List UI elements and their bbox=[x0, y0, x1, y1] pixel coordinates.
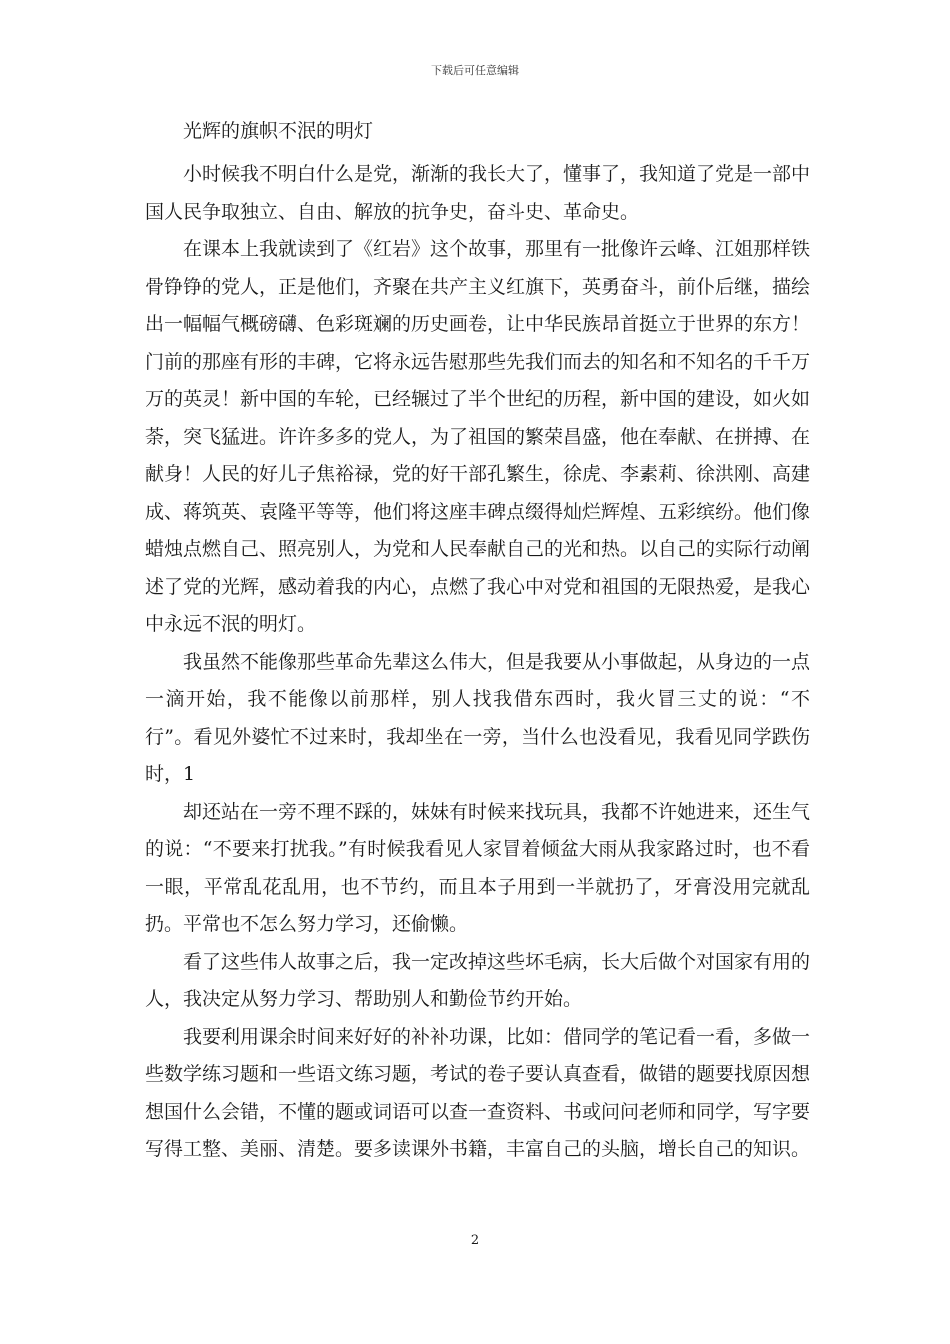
paragraph-6: 我要利用课余时间来好好的补补功课，比如：借同学的笔记看一看，多做一些数学练习题和一些语文练习题，考试的卷子要认真查看，做错的题要找原因想想国什么会错，不懂的题或词语可以查一查资料、书或问问老师和同学，写字要写得工整、美丽、清楚。要多读课外书籍，丰富自己的头脑，增长自己的知识。 bbox=[145, 1025, 811, 1160]
document-body bbox=[145, 118, 810, 1169]
page-number: 2 bbox=[470, 1233, 480, 1248]
paragraph-4: 却还站在一旁不理不踩的，妹妹有时候来找玩具，我都不许她进来，还生气的说：“不要来打扰我。”有时候我看见人家冒着倾盆大雨从我家路过时，也不看一眼，平常乱花乱用，也不节约，而且本子用到一半就扔了，牙膏没用完就乱扔。平常也不怎么努力学习，还偷懒。 bbox=[145, 800, 811, 935]
document-title: 光辉的旗帜不泯的明灯 bbox=[183, 120, 374, 142]
paragraph-2: 在课本上我就读到了《红岩》这个故事，那里有一批像许云峰、江姐那样铁骨铮铮的党人，正是他们，齐聚在共产主义红旗下，英勇奋斗，前仆后继，描绘出一幅幅气概磅礴、色彩斑斓的历史画卷，让中华民族昂首挺立于世界的东方！门前的那座有形的丰碑，它将永远告慰那些先我们而去的知名和不知名的千千万万的英灵！新中国的车轮，已经辗过了半个世纪的历程，新中国的建设，如火如荼，突飞猛进。许许多多的党人，为了祖国的繁荣昌盛，他在奉献、在拼搏、在献身！人民的好儿子焦裕禄，党的好干部孔繁生，徐虎、李素莉、徐洪刚、高建成、蒋筑英、袁隆平等等，他们将这座丰碑点缀得灿烂辉煌、五彩缤纷。他们像蜡烛点燃自己、照亮别人，为党和人民奉献自己的光和热。以自己的实际行动阐述了党的光辉，感动着我的内心，点燃了我心中对党和祖国的无限热爱，是我心中永远不泯的明灯。 bbox=[145, 238, 811, 635]
paragraph-3: 我虽然不能像那些革命先辈这么伟大，但是我要从小事做起，从身边的一点一滴开始，我不能像以前那样，别人找我借东西时，我火冒三丈的说：“不行”。看见外婆忙不过来时，我却坐在一旁，当什么也没看见，我看见同学跌伤时，1 bbox=[145, 650, 811, 785]
paragraph-1: 小时候我不明白什么是党，渐渐的我长大了，懂事了，我知道了党是一部中国人民争取独立、自由、解放的抗争史，奋斗史、革命史。 bbox=[145, 163, 811, 223]
page-header: 下载后可任意编辑 bbox=[431, 64, 519, 77]
paragraph-5: 看了这些伟人故事之后，我一定改掉这些坏毛病，长大后做个对国家有用的人，我决定从努力学习、帮助别人和勤俭节约开始。 bbox=[145, 950, 811, 1010]
